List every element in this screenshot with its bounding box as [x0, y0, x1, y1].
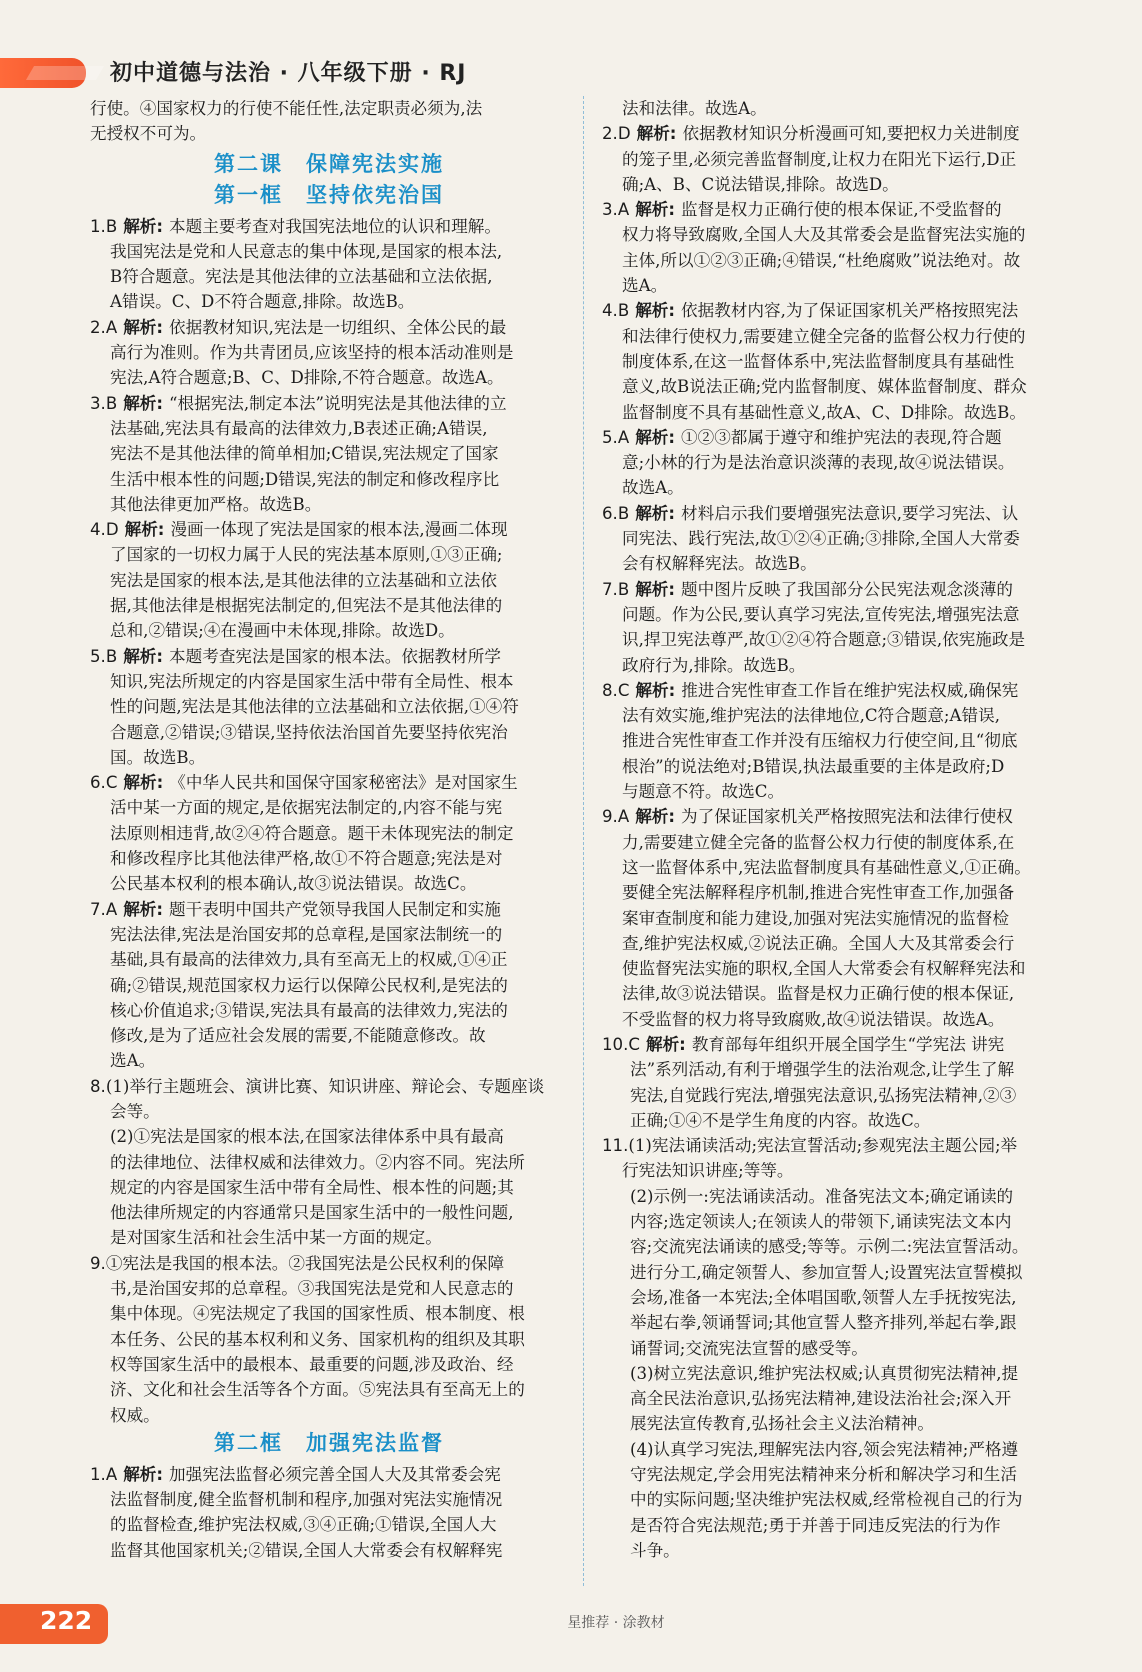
answer-text: “根据宪法,制定本法”说明宪法是其他法律的立	[169, 393, 507, 413]
footer-brand	[0, 1612, 1142, 1632]
answer-text: (1)举行主题班会、演讲比赛、知识讲座、辩论会、专题座谈	[105, 1076, 545, 1096]
answer-text-line: 法”系列活动,有利于增强学生的法治观念,让学生了解	[630, 1060, 1015, 1080]
answer-text-line: 了国家的一切权力属于人民的宪法基本原则,①③正确;	[110, 545, 503, 565]
answer-text-line: 高行为准则。作为共青团员,应该坚持的根本活动准则是	[110, 343, 514, 363]
answer-text-line: 进行分工,确定领誓人、参加宣誓人;设置宪法宣誓模拟	[630, 1262, 1023, 1282]
answer-text-line: 宪法法律,宪法是治国安邦的总章程,是国家法制统一的	[110, 924, 503, 944]
answer-item	[602, 121, 1094, 146]
answer-text-line: 法原则相违背,故②④符合题意。题干未体现宪法的制定	[110, 823, 514, 843]
answer-text-line: 案审查制度和能力建设,加强对宪法实施情况的监督检	[622, 908, 1009, 928]
book-title: 初中道德与法治 · 八年级下册 · RJ	[110, 61, 467, 86]
answer-number: 5.B	[90, 646, 118, 666]
answer-text-line: 活中某一方面的规定,是依据宪法制定的,内容不能与宪	[110, 798, 503, 818]
answer-text: 依据教材内容,为了保证国家机关严格按照宪法	[681, 301, 1019, 321]
analysis-label: 解析:	[635, 200, 676, 220]
section-title: 第一框 坚持依宪治国	[214, 182, 444, 207]
analysis-label: 解析:	[123, 1464, 164, 1484]
answer-text-line: 宪法,自觉践行宪法,增强宪法意识,弘扬宪法精神,②③	[630, 1085, 1017, 1105]
answer-item	[602, 197, 1094, 222]
answer-text: 《中华人民共和国保守国家秘密法》是对国家生	[169, 773, 518, 793]
analysis-label: 解析:	[123, 646, 164, 666]
answer-item	[602, 298, 1094, 323]
answer-item	[602, 1032, 1094, 1057]
answer-text: 本题考查宪法是国家的根本法。依据教材所学	[169, 646, 501, 666]
analysis-label: 解析:	[635, 579, 676, 599]
header-accent-bar	[0, 58, 86, 88]
answer-text-line: 容;交流宪法诵读的感受;等等。示例二:宪法宣誓活动。	[630, 1237, 1029, 1257]
answer-text-line: 我国宪法是党和人民意志的集中体现,是国家的根本法,	[110, 241, 503, 261]
answer-text-line: 同宪法、践行宪法,故①②④正确;③排除,全国人大常委	[622, 529, 1020, 549]
answer-text-line: 修改,是为了适应社会发展的需要,不能随意修改。故	[110, 1026, 486, 1046]
answer-item	[602, 1133, 1094, 1158]
answer-number: 7.A	[90, 899, 118, 919]
answer-text-line: 基础,具有最高的法律效力,具有至高无上的权威,①④正	[110, 950, 508, 970]
answer-text-line: 权等国家生活中的最根本、最重要的问题,涉及政治、经	[110, 1354, 514, 1374]
answer-text-line: 高全民法治意识,弘扬宪法精神,建设法治社会;深入开	[630, 1389, 1012, 1409]
answer-text: 监督是权力正确行使的根本保证,不受监督的	[681, 200, 1002, 220]
analysis-label: 解析:	[635, 427, 676, 447]
analysis-label: 解析:	[636, 124, 677, 144]
answer-number: 10.C	[602, 1034, 640, 1054]
answer-text-line: 问题。作为公民,要认真学习宪法,宣传宪法,增强宪法意	[622, 604, 1020, 624]
answer-text: 本题主要考查对我国宪法地位的认识和理解。	[169, 216, 501, 236]
analysis-label: 解析:	[124, 520, 165, 540]
answer-text-line: 守宪法规定,学会用宪法精神来分析和解决学习和生活	[630, 1465, 1017, 1485]
answer-text-line: 意义,故B说法正确;党内监督制度、媒体监督制度、群众	[622, 377, 1027, 397]
answer-item	[90, 644, 568, 669]
answer-number: 8.C	[602, 680, 630, 700]
answer-item	[602, 425, 1094, 450]
answer-text-line: 法基础,宪法具有最高的法律效力,B表述正确;A错误,	[110, 418, 488, 438]
answer-text-line: 据,其他法律是根据宪法制定的,但宪法不是其他法律的	[110, 596, 503, 616]
answer-text-line: 根治”的说法绝对;B错误,执法最重要的主体是政府;D	[622, 756, 1005, 776]
answer-text-line: 法有效实施,维护宪法的法律地位,C符合题意;A错误,	[622, 706, 1000, 726]
answer-item	[90, 517, 568, 542]
answer-text-line: 济、文化和社会生活等各个方面。⑤宪法具有至高无上的	[110, 1380, 525, 1400]
answer-text-line: 知识,宪法所规定的内容是国家生活中带有全局性、根本	[110, 671, 514, 691]
answer-text: 题干表明中国共产党领导我国人民制定和实施	[169, 899, 501, 919]
answer-text-line: 意;小林的行为是法治意识淡薄的表现,故④说法错误。	[622, 453, 1015, 473]
page-number: 222	[40, 1606, 93, 1635]
answer-number: 1.A	[90, 1464, 118, 1484]
answer-text-line: 推进合宪性审查工作并没有压缩权力行使空间,且“彻底	[622, 731, 1018, 751]
answer-text-line: (2)①宪法是国家的根本法,在国家法律体系中具有最高	[110, 1127, 504, 1147]
answer-text: 依据教材知识分析漫画可知,要把权力关进制度	[682, 124, 1020, 144]
answer-text-line: 宪法是国家的根本法,是其他法律的立法基础和立法依	[110, 570, 497, 590]
answer-text-line: 主体,所以①②③正确;④错误,“杜绝腐败”说法绝对。故	[622, 250, 1021, 270]
answer-text: (1)宪法诵读活动;宪法宣誓活动;参观宪法主题公园;举	[628, 1136, 1018, 1156]
answer-text: 加强宪法监督必须完善全国人大及其常委会宪	[169, 1464, 501, 1484]
answer-text-line: 生活中根本性的问题;D错误,宪法的制定和修改程序比	[110, 469, 500, 489]
answer-number: 9.A	[602, 807, 630, 827]
analysis-label: 解析:	[123, 393, 164, 413]
answer-item	[90, 214, 568, 239]
analysis-label: 解析:	[635, 503, 676, 523]
answer-number: 3.A	[602, 200, 630, 220]
footer-brand-text: 星推荐 · 涂教材	[567, 1615, 665, 1631]
answer-text-line: 识,捍卫宪法尊严,故①②④符合题意;③错误,依宪施政是	[622, 630, 1026, 650]
answer-text-line: 书,是治国安邦的总章程。③我国宪法是党和人民意志的	[110, 1279, 514, 1299]
answer-text-line: 是否符合宪法规范;勇于并善于同违反宪法的行为作	[630, 1515, 1001, 1535]
answer-text-line: 这一监督体系中,宪法监督制度具有基础性意义,①正确。	[622, 857, 1031, 877]
answer-number: 8.	[90, 1076, 106, 1096]
answer-item	[602, 577, 1094, 602]
answer-text-line: 中的实际问题;坚决维护宪法权威,经常检视自己的行为	[630, 1490, 1023, 1510]
answer-text-line: 内容;选定领读人;在领读人的带领下,诵读宪法文本内	[630, 1212, 1012, 1232]
answer-text-line: 监督制度不具有基础性意义,故A、C、D排除。故选B。	[622, 402, 1026, 422]
answer-text: ①宪法是我国的根本法。②我国宪法是公民权利的保障	[105, 1253, 505, 1273]
answer-text-line: 国。故选B。	[110, 747, 206, 767]
answer-number: 4.D	[90, 520, 119, 540]
answer-text-line: B符合题意。宪法是其他法律的立法基础和立法依据,	[110, 267, 493, 287]
answer-number: 4.B	[602, 301, 630, 321]
answer-item	[90, 1074, 568, 1099]
answer-number: 3.B	[90, 393, 118, 413]
answer-text-line: 和修改程序比其他法律严格,故①不符合题意;宪法是对	[110, 849, 503, 869]
answer-text-line: 性的问题,宪法是其他法律的立法基础和立法依据,①④符	[110, 697, 519, 717]
answer-text: 漫画一体现了宪法是国家的根本法,漫画二体现	[170, 520, 508, 540]
answer-text-line: 举起右拳,领诵誓词;其他宣誓人整齐排列,举起右拳,跟	[630, 1313, 1017, 1333]
answer-item	[90, 897, 568, 922]
answer-item	[602, 804, 1094, 829]
answer-text-line: 他法律所规定的内容通常只是国家生活中的一般性问题,	[110, 1203, 514, 1223]
answer-number: 2.A	[90, 317, 118, 337]
answer-text-line: 监督其他国家机关;②错误,全国人大常委会有权解释宪	[110, 1540, 503, 1560]
answer-text-line: 使监督宪法实施的职权,全国人大常委会有权解释宪法和	[622, 959, 1026, 979]
answer-text-line: 制度体系,在这一监督体系中,宪法监督制度具有基础性	[622, 351, 1015, 371]
answer-text-line: 诵誓词;交流宪法宣誓的感受等。	[630, 1338, 868, 1358]
answer-text-line: 展宪法宣传教育,弘扬社会主义法治精神。	[630, 1414, 934, 1434]
analysis-label: 解析:	[123, 216, 164, 236]
answer-text-line: 宪法,A符合题意;B、C、D排除,不符合题意。故选A。	[110, 368, 504, 388]
analysis-label: 解析:	[123, 899, 164, 919]
answer-text-line: 不受监督的权力将导致腐败,故④说法错误。故选A。	[622, 1009, 1005, 1029]
answer-number: 1.B	[90, 216, 118, 236]
answer-text-line: A错误。C、D不符合题意,排除。故选B。	[110, 292, 415, 312]
intro-text-line: 行使。④国家权力的行使不能任性,法定职责必须为,法	[90, 99, 483, 118]
answer-text-line: 其他法律更加严格。故选B。	[110, 494, 322, 514]
answer-text-line: 的笼子里,必须完善监督制度,让权力在阳光下运行,D正	[622, 149, 1017, 169]
answer-text: 教育部每年组织开展全国学生“学宪法 讲宪	[691, 1034, 1005, 1054]
answer-text-line: 宪法不是其他法律的简单相加;C错误,宪法规定了国家	[110, 444, 499, 464]
answer-text-line: 查,维护宪法权威,②说法正确。全国人大及其常委会行	[622, 933, 1015, 953]
answer-text: 材料启示我们要增强宪法意识,要学习宪法、认	[681, 503, 1019, 523]
column-divider	[583, 96, 584, 1586]
answer-item	[90, 315, 568, 340]
answer-item	[90, 1462, 568, 1487]
answer-item	[602, 678, 1094, 703]
answer-number: 5.A	[602, 427, 630, 447]
answer-text: 题中图片反映了我国部分公民宪法观念淡薄的	[681, 579, 1013, 599]
answer-text-line: 的法律地位、法律权威和法律效力。②内容不同。宪法所	[110, 1152, 525, 1172]
answer-number: 6.B	[602, 503, 630, 523]
answer-text-line: (3)树立宪法意识,维护宪法权威;认真贯彻宪法精神,提	[630, 1363, 1019, 1383]
answer-text-line: 政府行为,排除。故选B。	[622, 655, 806, 675]
answer-number: 6.C	[90, 773, 118, 793]
analysis-label: 解析:	[645, 1034, 686, 1054]
answer-number: 9.	[90, 1253, 106, 1273]
answer-text: 依据教材知识,宪法是一切组织、全体公民的最	[169, 317, 507, 337]
answer-number: 7.B	[602, 579, 630, 599]
answer-text-line: 斗争。	[630, 1540, 680, 1560]
answer-item	[602, 501, 1094, 526]
answer-text: 推进合宪性审查工作旨在维护宪法权威,确保宪	[681, 680, 1019, 700]
answer-text-line: 确;A、B、C说法错误,排除。故选D。	[622, 174, 899, 194]
answer-text-line: 会场,准备一本宪法;全体唱国歌,领誓人左手抚按宪法,	[630, 1287, 1017, 1307]
analysis-label: 解析:	[123, 773, 164, 793]
left-column	[90, 96, 568, 1563]
lesson-title: 第二课 保障宪法实施	[214, 151, 444, 176]
answer-number: 11.	[602, 1136, 629, 1156]
intro-text-line: 无授权不可为。	[90, 124, 207, 144]
answer-text-line: 和法律行使权力,需要建立健全完备的监督公权力行使的	[622, 326, 1026, 346]
answer-text-line: 与题意不符。故选C。	[622, 782, 785, 802]
answer-text-line: 的监督检查,维护宪法权威,③④正确;①错误,全国人大	[110, 1515, 497, 1535]
answer-text: ①②③都属于遵守和维护宪法的表现,符合题	[681, 427, 1002, 447]
answer-text-line: 故选A。	[622, 478, 684, 498]
answer-text-line: 行宪法知识讲座;等等。	[622, 1161, 794, 1181]
answer-text-line: 规定的内容是国家生活中带有全局性、根本性的问题;其	[110, 1177, 514, 1197]
answer-text-line: 权威。	[110, 1405, 160, 1425]
section-title: 第二框 加强宪法监督	[214, 1430, 444, 1455]
analysis-label: 解析:	[635, 807, 676, 827]
answer-text-line: 公民基本权利的根本确认,故③说法错误。故选C。	[110, 874, 477, 894]
answer-text-line: 合题意,②错误;③错误,坚持依法治国首先要坚持依宪治	[110, 722, 508, 742]
answer-text-line: 权力将导致腐败,全国人大及其常委会是监督宪法实施的	[622, 225, 1026, 245]
intro-text-line: 法和法律。故选A。	[622, 99, 767, 118]
answer-text-line: 核心价值追求;③错误,宪法具有最高的法律效力,宪法的	[110, 1000, 508, 1020]
answer-text-line: 法律,故③说法错误。监督是权力正确行使的根本保证,	[622, 984, 1015, 1004]
answer-text: 为了保证国家机关严格按照宪法和法律行使权	[681, 807, 1013, 827]
answer-item	[90, 391, 568, 416]
answer-text-line: 正确;①④不是学生角度的内容。故选C。	[630, 1110, 931, 1130]
answer-text-line: (4)认真学习宪法,理解宪法内容,领会宪法精神;严格遵	[630, 1439, 1019, 1459]
analysis-label: 解析:	[635, 301, 676, 321]
answer-text-line: 选A。	[110, 1051, 156, 1071]
right-column	[602, 96, 1094, 1563]
answer-number: 2.D	[602, 124, 631, 144]
answer-text-line: 本任务、公民的基本权利和义务、国家机构的组织及其职	[110, 1329, 525, 1349]
answer-text-line: 确;②错误,规范国家权力运行以保障公民权利,是宪法的	[110, 975, 508, 995]
answer-text-line: 总和,②错误;④在漫画中未体现,排除。故选D。	[110, 621, 455, 641]
answer-text-line: 会有权解释宪法。故选B。	[622, 554, 817, 574]
answer-text-line: 会等。	[110, 1101, 160, 1121]
analysis-label: 解析:	[123, 317, 164, 337]
analysis-label: 解析:	[635, 680, 676, 700]
answer-text-line: 法监督制度,健全监督机制和程序,加强对宪法实施情况	[110, 1490, 503, 1510]
answer-text-line: (2)示例一:宪法诵读活动。准备宪法文本;确定诵读的	[630, 1186, 1014, 1206]
answer-text-line: 要健全宪法解释程序机制,推进合宪性审查工作,加强备	[622, 883, 1015, 903]
answer-item	[90, 1251, 568, 1276]
answer-item	[90, 770, 568, 795]
answer-text-line: 是对国家生活和社会生活中某一方面的规定。	[110, 1228, 442, 1248]
answer-text-line: 集中体现。④宪法规定了我国的国家性质、根本制度、根	[110, 1304, 525, 1324]
answer-text-line: 力,需要建立健全完备的监督公权力行使的制度体系,在	[622, 832, 1015, 852]
answer-text-line: 选A。	[622, 276, 668, 296]
